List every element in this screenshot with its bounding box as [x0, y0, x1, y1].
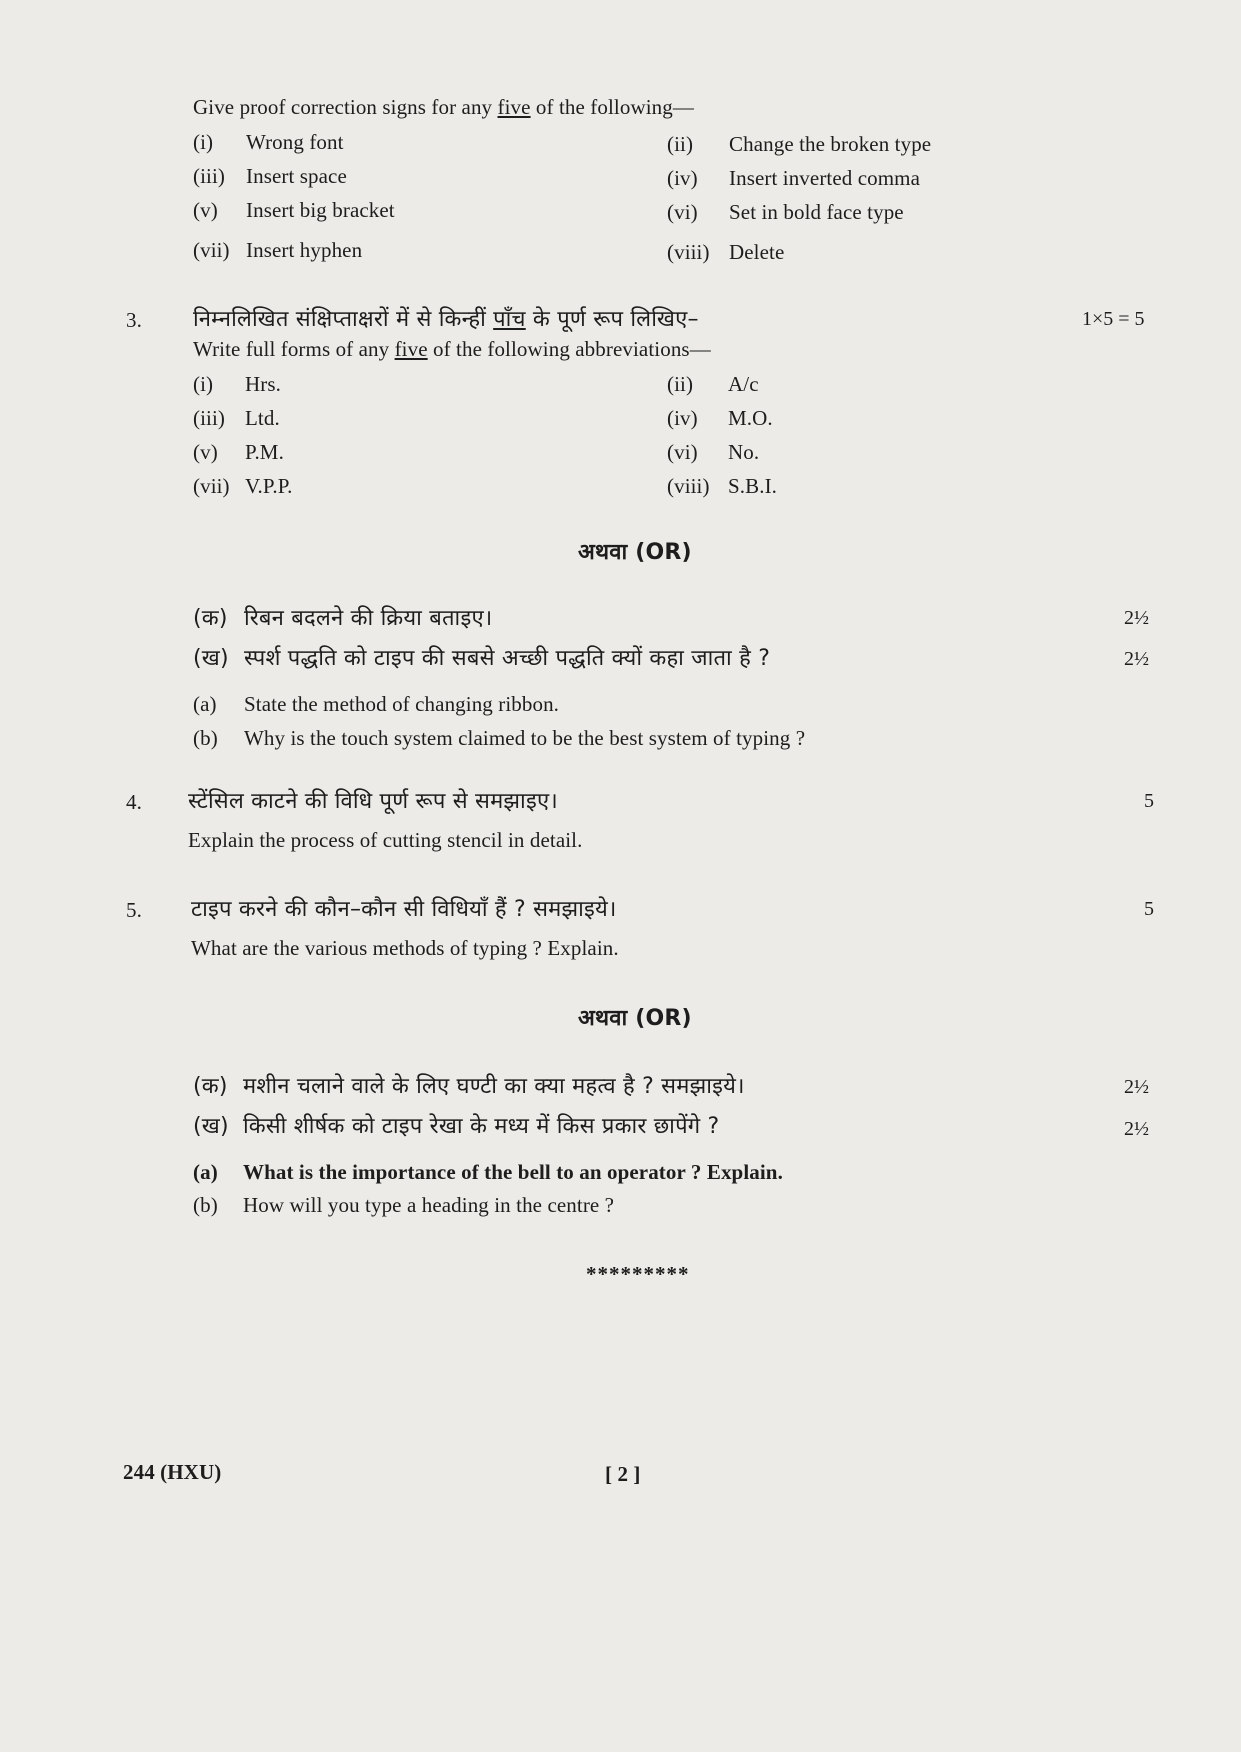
q2-item-text: Insert big bracket	[246, 198, 395, 222]
q3-item-text: M.O.	[728, 406, 773, 430]
q3-item-num: (viii)	[667, 474, 710, 498]
or-divider: अथवा (OR)	[578, 540, 692, 565]
alt-item-text: स्पर्श पद्धति को टाइप की सबसे अच्छी पद्धति क्यों कहा जाता है ?	[244, 646, 771, 671]
q3-item-num: (iii)	[193, 406, 225, 430]
question-number: 5.	[126, 898, 142, 922]
q4-hindi-prompt: स्टेंसिल काटने की विधि पूर्ण रूप से समझाइए।	[188, 789, 558, 814]
q3-hindi-prompt: निम्नलिखित संक्षिप्ताक्षरों में से किन्हीं पाँच के पूर्ण रूप लिखिए–	[193, 307, 699, 332]
q3-item-text: Hrs.	[245, 372, 281, 396]
q2-item-num: (ii)	[667, 132, 694, 156]
alt-item-num: (a)	[193, 1160, 218, 1184]
q4-marks: 5	[1144, 790, 1154, 812]
q2-item-num: (vii)	[193, 238, 230, 262]
page-number: [ 2 ]	[605, 1462, 641, 1486]
paper-code: 244 (HXU)	[123, 1460, 222, 1484]
q3-item-text: V.P.P.	[245, 474, 293, 498]
q3-item-num: (vii)	[193, 474, 230, 498]
end-marker: *********	[586, 1262, 690, 1286]
alt-item-text: State the method of changing ribbon.	[244, 692, 560, 716]
alt-item-num: (क)	[193, 606, 228, 631]
q2-item-text: Insert hyphen	[246, 238, 363, 262]
q3-item-num: (ii)	[667, 372, 694, 396]
q2-item-num: (v)	[193, 198, 218, 222]
q2-item-num: (i)	[193, 130, 214, 154]
question-number: 4.	[126, 790, 142, 814]
alt-item-num: (क)	[193, 1074, 228, 1099]
q2-item-text: Delete	[729, 240, 785, 264]
q2-item-text: Change the broken type	[729, 132, 932, 156]
q2-item-num: (iv)	[667, 166, 698, 190]
alt-item-text: मशीन चलाने वाले के लिए घण्टी का क्या महत्व है ? समझाइये।	[243, 1074, 745, 1099]
q2-item-num: (viii)	[667, 240, 710, 264]
q3-item-text: No.	[728, 440, 760, 464]
q2-item-text: Set in bold face type	[729, 200, 904, 224]
alt-item-num: (b)	[193, 1193, 218, 1217]
q2-item-text: Insert space	[246, 164, 347, 188]
q2-item-text: Wrong font	[246, 130, 344, 154]
q3-item-num: (vi)	[667, 440, 698, 464]
q3-item-num: (v)	[193, 440, 218, 464]
q3-item-text: A/c	[728, 372, 759, 396]
alt-item-num: (a)	[193, 692, 217, 716]
q2-item-num: (vi)	[667, 200, 698, 224]
q3-item-num: (i)	[193, 372, 214, 396]
alt-item-text: Why is the touch system claimed to be the best system of typing ?	[244, 726, 806, 750]
q2-instruction: Give proof correction signs for any five of the following—	[193, 95, 694, 119]
or-divider: अथवा (OR)	[578, 1006, 692, 1031]
alt-item-num: (ख)	[193, 1114, 229, 1139]
alt-item-marks: 2½	[1124, 1076, 1149, 1098]
alt-item-text: रिबन बदलने की क्रिया बताइए।	[244, 606, 493, 631]
alt-item-text: What is the importance of the bell to an operator ? Explain.	[243, 1160, 783, 1184]
q3-item-text: S.B.I.	[728, 474, 778, 498]
q3-english-prompt: Write full forms of any five of the following abbreviations—	[193, 337, 711, 361]
q2-item-text: Insert inverted comma	[729, 166, 921, 190]
question-number: 3.	[126, 308, 142, 332]
q3-item-text: P.M.	[245, 440, 284, 464]
q3-item-num: (iv)	[667, 406, 698, 430]
alt-item-marks: 2½	[1124, 648, 1149, 670]
alt-item-marks: 2½	[1124, 1118, 1149, 1140]
q5-english-prompt: What are the various methods of typing ? Explain.	[191, 936, 619, 960]
q2-item-num: (iii)	[193, 164, 225, 188]
q5-hindi-prompt: टाइप करने की कौन–कौन सी विधियाँ हैं ? समझाइये।	[191, 897, 617, 922]
alt-item-text: किसी शीर्षक को टाइप रेखा के मध्य में किस प्रकार छापेंगे ?	[243, 1114, 720, 1139]
q3-item-text: Ltd.	[245, 406, 280, 430]
alt-item-text: How will you type a heading in the centre ?	[243, 1193, 615, 1217]
q5-marks: 5	[1144, 898, 1154, 920]
q3-marks: 1×5 = 5	[1082, 308, 1145, 330]
alt-item-num: (ख)	[193, 646, 229, 671]
alt-item-num: (b)	[193, 726, 218, 750]
q4-english-prompt: Explain the process of cutting stencil in detail.	[188, 828, 583, 852]
alt-item-marks: 2½	[1124, 607, 1149, 629]
